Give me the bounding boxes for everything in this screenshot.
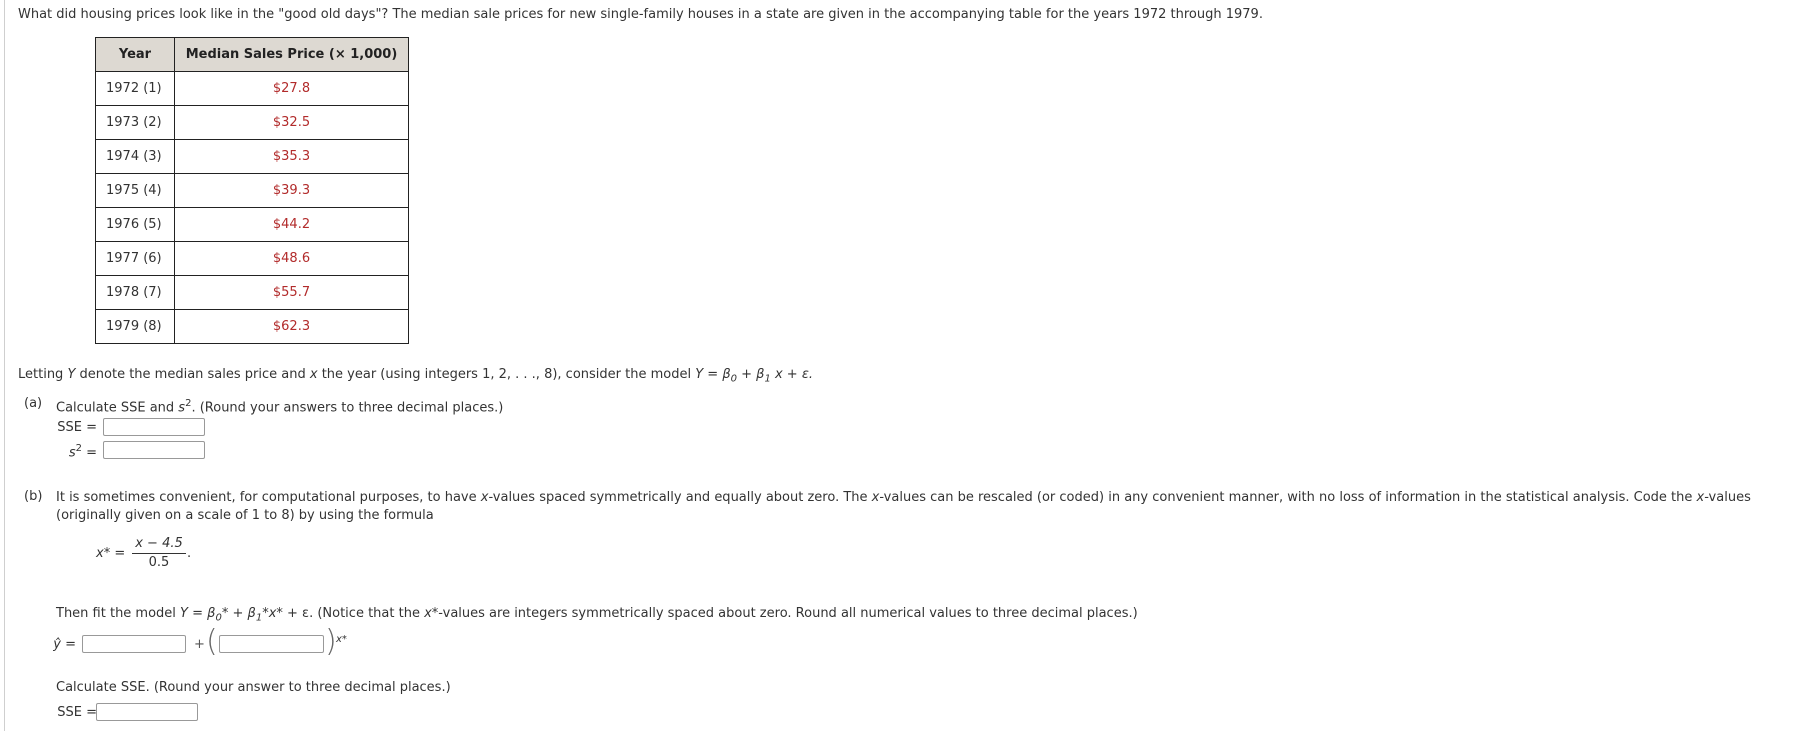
var-y: Y — [180, 606, 188, 621]
open-paren: ( — [206, 624, 218, 659]
formula-fraction — [132, 535, 186, 572]
intro-text: -values — [1704, 490, 1751, 505]
fit-instruction — [56, 605, 1138, 628]
part-b-intro-line2: (originally given on a scale of 1 to 8) by using the formula — [56, 508, 434, 523]
price-cell: $62.3 — [175, 310, 409, 344]
fit-text: Then fit the model — [56, 606, 181, 621]
year-cell: 1975 (4) — [96, 174, 175, 208]
formula-numerator: x − 4.5 — [132, 535, 186, 554]
question-intro: What did housing prices look like in the "good old days"? The median sale prices for new single-family houses in a state are given in the accompanying table for the years 1972 through 1979. — [18, 7, 1263, 22]
price-cell: $27.8 — [175, 72, 409, 106]
model-statement — [18, 367, 813, 388]
sse-input[interactable] — [103, 418, 205, 436]
var-x: x — [871, 490, 880, 505]
instruction-text: Calculate SSE and — [56, 400, 179, 416]
s2-answer-row — [68, 441, 205, 461]
year-cell: 1979 (8) — [96, 310, 175, 344]
model-text: denote the median sales price and — [75, 367, 310, 382]
price-cell: $39.3 — [175, 174, 409, 208]
var-x: x — [309, 367, 318, 382]
part-b-label: (b) — [24, 489, 43, 504]
equation-rhs: x + ε. — [774, 367, 813, 382]
sse-answer-row — [57, 418, 205, 438]
subscript-0: 0 — [215, 612, 222, 624]
formula-lhs: x* = — [96, 546, 126, 561]
left-border — [4, 0, 5, 731]
subscript-1: 1 — [255, 612, 263, 624]
year-cell: 1973 (2) — [96, 106, 175, 140]
fitted-equation-row — [53, 624, 347, 659]
subscript-1: 1 — [764, 373, 771, 385]
var-y: Y — [67, 367, 76, 382]
year-cell: 1976 (5) — [96, 208, 175, 242]
model-text: the year (using integers 1, 2, . . ., 8), consider the model — [317, 367, 696, 382]
superscript-2: 2 — [185, 398, 192, 409]
yhat-label: ŷ = — [53, 637, 76, 652]
table-row — [96, 242, 409, 276]
superscript-2: 2 — [75, 443, 82, 454]
star: * — [262, 606, 269, 621]
prices-table — [95, 37, 409, 344]
price-cell: $35.3 — [175, 140, 409, 174]
price-cell: $44.2 — [175, 208, 409, 242]
slope-input[interactable] — [219, 635, 324, 653]
table-row — [96, 72, 409, 106]
var-xstar: x* — [268, 606, 283, 621]
part-a-body — [56, 396, 1796, 461]
formula-period: . — [187, 546, 192, 561]
sse-instruction: Calculate SSE. (Round your answer to three decimal places.) — [56, 680, 451, 695]
fit-text: -values are integers symmetrically spaced about zero. Round all numerical values to three decimal places.) — [438, 606, 1138, 621]
close-paren: ) — [325, 624, 337, 659]
price-cell: $48.6 — [175, 242, 409, 276]
table-header-row — [96, 38, 409, 72]
equation-lhs: Y = β — [695, 367, 731, 382]
model-text: Letting — [18, 367, 68, 382]
equation-beta1: * + β — [221, 606, 256, 621]
sse-b-label: SSE = — [57, 705, 97, 720]
sse-b-answer-row — [57, 703, 198, 723]
part-a-instruction — [56, 395, 1796, 417]
year-cell: 1977 (6) — [96, 242, 175, 276]
var-x: x — [480, 490, 489, 505]
s2-input[interactable] — [103, 441, 205, 459]
year-column-header: Year — [96, 38, 175, 72]
plus-sign: + — [194, 637, 205, 652]
equals-sign: = — [81, 445, 97, 461]
model-equation — [695, 367, 813, 385]
table-row — [96, 310, 409, 344]
intercept-input[interactable] — [82, 635, 186, 653]
year-cell: 1974 (3) — [96, 140, 175, 174]
var-x: x — [1696, 490, 1705, 505]
sse-b-input[interactable] — [96, 703, 198, 721]
var-s: s — [178, 400, 186, 416]
instruction-text: . (Round your answers to three decimal places.) — [191, 400, 504, 416]
formula-denominator: 0.5 — [148, 555, 170, 570]
s2-label — [69, 443, 97, 460]
var-s: s — [68, 445, 76, 461]
table-row — [96, 276, 409, 310]
table-row — [96, 140, 409, 174]
price-cell: $32.5 — [175, 106, 409, 140]
fit-equation — [180, 606, 283, 624]
intro-text: -values can be rescaled (or coded) in any convenient manner, with no loss of information in the statistical analysis. Code the — [879, 490, 1697, 505]
intro-text: -values spaced symmetrically and equally about zero. The — [488, 490, 872, 505]
var-xstar: x* — [424, 606, 439, 621]
sse-label: SSE = — [57, 420, 97, 435]
price-cell: $55.7 — [175, 276, 409, 310]
equation-beta0: = β — [188, 606, 216, 621]
price-column-header: Median Sales Price (× 1,000) — [175, 38, 409, 72]
intro-text: It is sometimes convenient, for computational purposes, to have — [56, 490, 481, 505]
year-cell: 1972 (1) — [96, 72, 175, 106]
table-row — [96, 106, 409, 140]
equation-beta1: + β — [737, 367, 765, 382]
table-row — [96, 174, 409, 208]
table-row — [96, 208, 409, 242]
xstar-label: x* — [336, 634, 347, 645]
subscript-0: 0 — [730, 373, 737, 385]
part-a-label: (a) — [24, 396, 43, 411]
part-b-intro-line1 — [56, 489, 1796, 507]
fit-text: + ε. (Notice that the — [282, 606, 425, 621]
year-cell: 1978 (7) — [96, 276, 175, 310]
